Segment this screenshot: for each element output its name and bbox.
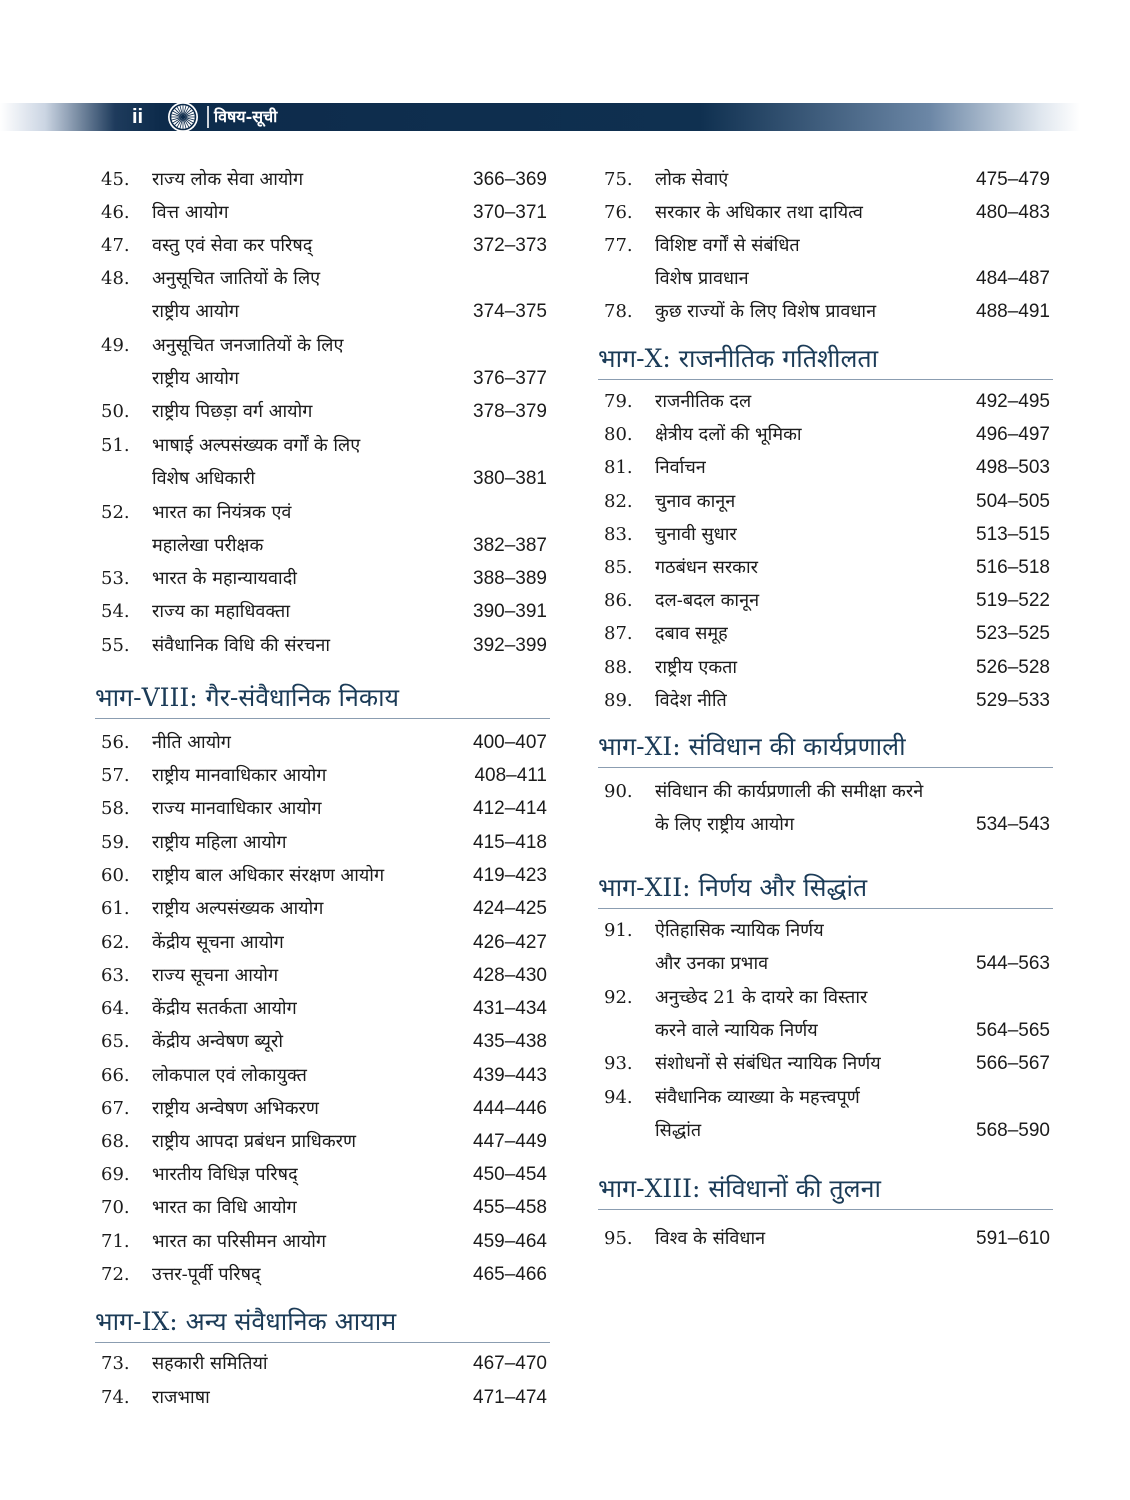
entry-pages: 444–446: [473, 1098, 547, 1119]
entry-number: 52.: [101, 502, 130, 523]
entry-pages: 370–371: [473, 202, 547, 223]
section-heading-xiii: भाग-XIII: संविधानों की तुलना: [598, 1174, 881, 1203]
entry-pages: 376–377: [473, 368, 547, 389]
entry-number: 92.: [604, 987, 633, 1008]
entry-title-line2: राष्ट्रीय आयोग: [152, 301, 239, 322]
entry-pages: 372–373: [473, 235, 547, 256]
entry-pages: 471–474: [473, 1387, 547, 1408]
entry-title-line2: करने वाले न्यायिक निर्णय: [655, 1020, 818, 1041]
toc-entry[interactable]: [95, 496, 555, 562]
entry-title: राष्ट्रीय मानवाधिकार आयोग: [152, 765, 327, 786]
entry-pages: 419–423: [473, 865, 547, 886]
entry-title: राज्य मानवाधिकार आयोग: [152, 798, 322, 819]
entry-title: वित्त आयोग: [152, 202, 229, 223]
entry-number: 74.: [101, 1387, 130, 1408]
entry-pages: 467–470: [473, 1353, 547, 1374]
entry-pages: 374–375: [473, 301, 547, 322]
entry-title: राष्ट्रीय बाल अधिकार संरक्षण आयोग: [152, 865, 385, 886]
entry-number: 51.: [101, 435, 130, 456]
entry-title: भारत के महान्यायवादी: [152, 568, 297, 589]
toc-entry[interactable]: [598, 981, 1058, 1047]
entry-title: गठबंधन सरकार: [655, 557, 759, 578]
entry-title: कुछ राज्यों के लिए विशेष प्रावधान: [655, 301, 877, 322]
entry-number: 50.: [101, 401, 130, 422]
header-title: विषय-सूची: [214, 107, 278, 126]
entry-title: राष्ट्रीय आपदा प्रबंधन प्राधिकरण: [152, 1131, 357, 1152]
entry-number: 88.: [604, 657, 633, 678]
entry-number: 65.: [101, 1031, 130, 1052]
entry-pages: 408–411: [474, 765, 547, 786]
section-rule: [598, 1209, 1053, 1210]
toc-entry[interactable]: [598, 775, 1058, 841]
entry-number: 71.: [101, 1231, 130, 1252]
entry-number: 45.: [101, 169, 130, 190]
entry-number: 72.: [101, 1264, 130, 1285]
entry-pages: 426–427: [473, 932, 547, 953]
section-rule: [95, 718, 550, 719]
entry-title-line2: महालेखा परीक्षक: [152, 535, 264, 556]
entry-number: 46.: [101, 202, 130, 223]
entry-title-line2: राष्ट्रीय आयोग: [152, 368, 239, 389]
entry-number: 64.: [101, 998, 130, 1019]
entry-title: राज्य सूचना आयोग: [152, 965, 279, 986]
entry-number: 82.: [604, 491, 633, 512]
entry-pages: 484–487: [976, 268, 1050, 289]
entry-title: राष्ट्रीय एकता: [655, 657, 738, 678]
entry-pages: 447–449: [473, 1131, 547, 1152]
entry-pages: 516–518: [976, 557, 1050, 578]
section-rule: [95, 1342, 550, 1343]
entry-title: उत्तर-पूर्वी परिषद्: [152, 1264, 261, 1285]
entry-title: विदेश नीति: [655, 690, 727, 711]
entry-pages: 544–563: [976, 953, 1050, 974]
toc-entry[interactable]: [95, 329, 555, 395]
entry-title: संशोधनों से संबंधित न्यायिक निर्णय: [655, 1053, 881, 1074]
entry-title-line2: सिद्धांत: [655, 1120, 702, 1141]
entry-title: सहकारी समितियां: [152, 1353, 268, 1374]
ashoka-chakra-icon: [166, 100, 200, 134]
entry-number: 73.: [101, 1353, 130, 1374]
entry-pages: 566–567: [976, 1053, 1050, 1074]
entry-number: 87.: [604, 623, 633, 644]
page-number: ii: [132, 106, 144, 128]
section-rule: [598, 908, 1053, 909]
entry-pages: 519–522: [976, 590, 1050, 611]
entry-title: सरकार के अधिकार तथा दायित्व: [655, 202, 863, 223]
entry-title: राष्ट्रीय अन्वेषण अभिकरण: [152, 1098, 319, 1119]
toc-entry[interactable]: [598, 914, 1058, 980]
entry-title: दबाव समूह: [655, 623, 728, 644]
entry-title: निर्वाचन: [655, 457, 706, 478]
entry-pages: 504–505: [976, 491, 1050, 512]
entry-number: 95.: [604, 1228, 633, 1249]
entry-pages: 480–483: [976, 202, 1050, 223]
section-rule: [598, 767, 1053, 768]
entry-number: 89.: [604, 690, 633, 711]
entry-title: लोक सेवाएं: [655, 169, 729, 190]
entry-number: 75.: [604, 169, 633, 190]
entry-title-line2: और उनका प्रभाव: [655, 953, 769, 974]
entry-title: भारत का नियंत्रक एवं: [152, 502, 292, 523]
toc-entry[interactable]: [598, 229, 1058, 295]
toc-entry[interactable]: [95, 429, 555, 495]
entry-title: दल-बदल कानून: [655, 590, 760, 611]
entry-pages: 513–515: [976, 524, 1050, 545]
entry-pages: 439–443: [473, 1065, 547, 1086]
entry-title: ऐतिहासिक न्यायिक निर्णय: [655, 920, 824, 941]
entry-title: नीति आयोग: [152, 732, 231, 753]
entry-title: केंद्रीय अन्वेषण ब्यूरो: [152, 1031, 283, 1052]
entry-number: 47.: [101, 235, 130, 256]
entry-number: 67.: [101, 1098, 130, 1119]
entry-pages: 488–491: [976, 301, 1050, 322]
entry-pages: 382–387: [473, 535, 547, 556]
entry-title: चुनाव कानून: [655, 491, 736, 512]
entry-pages: 455–458: [473, 1197, 547, 1218]
entry-number: 59.: [101, 832, 130, 853]
entry-number: 86.: [604, 590, 633, 611]
entry-title: अनुसूचित जनजातियों के लिए: [152, 335, 344, 356]
entry-title: लोकपाल एवं लोकायुक्त: [152, 1065, 307, 1086]
entry-pages: 459–464: [473, 1231, 547, 1252]
entry-pages: 400–407: [473, 732, 547, 753]
entry-number: 94.: [604, 1087, 633, 1108]
entry-pages: 366–369: [473, 169, 547, 190]
entry-pages: 529–533: [976, 690, 1050, 711]
entry-number: 85.: [604, 557, 633, 578]
entry-title: राष्ट्रीय पिछड़ा वर्ग आयोग: [152, 401, 313, 422]
section-heading-xi: भाग-XI: संविधान की कार्यप्रणाली: [598, 732, 906, 761]
entry-pages: 424–425: [473, 898, 547, 919]
entry-number: 69.: [101, 1164, 130, 1185]
entry-pages: 450–454: [473, 1164, 547, 1185]
entry-number: 83.: [604, 524, 633, 545]
entry-title: वस्तु एवं सेवा कर परिषद्: [152, 235, 313, 256]
entry-title: राजभाषा: [152, 1387, 210, 1408]
entry-number: 77.: [604, 235, 633, 256]
section-heading-viii: भाग-VIII: गैर-संवैधानिक निकाय: [95, 683, 400, 712]
entry-pages: 415–418: [473, 832, 547, 853]
entry-pages: 431–434: [473, 998, 547, 1019]
entry-pages: 435–438: [473, 1031, 547, 1052]
entry-pages: 465–466: [473, 1264, 547, 1285]
toc-entry[interactable]: [95, 262, 555, 328]
entry-pages: 498–503: [976, 457, 1050, 478]
entry-number: 60.: [101, 865, 130, 886]
entry-title: राज्य का महाधिवक्ता: [152, 601, 290, 622]
entry-number: 54.: [101, 601, 130, 622]
entry-title: भारत का परिसीमन आयोग: [152, 1231, 327, 1252]
entry-title: राष्ट्रीय महिला आयोग: [152, 832, 287, 853]
entry-number: 91.: [604, 920, 633, 941]
entry-title: अनुसूचित जातियों के लिए: [152, 268, 321, 289]
entry-pages: 496–497: [976, 424, 1050, 445]
entry-title: केंद्रीय सतर्कता आयोग: [152, 998, 297, 1019]
entry-pages: 534–543: [976, 814, 1050, 835]
header-divider: [207, 106, 209, 128]
entry-pages: 564–565: [976, 1020, 1050, 1041]
entry-number: 49.: [101, 335, 130, 356]
section-heading-x: भाग-X: राजनीतिक गतिशीलता: [598, 344, 879, 373]
entry-pages: 380–381: [473, 468, 547, 489]
entry-pages: 591–610: [976, 1228, 1050, 1249]
entry-number: 66.: [101, 1065, 130, 1086]
entry-number: 68.: [101, 1131, 130, 1152]
section-rule: [598, 379, 1053, 380]
entry-pages: 412–414: [473, 798, 547, 819]
entry-number: 63.: [101, 965, 130, 986]
entry-title-line2: विशेष प्रावधान: [655, 268, 749, 289]
entry-title: राज्य लोक सेवा आयोग: [152, 169, 304, 190]
entry-title: राष्ट्रीय अल्पसंख्यक आयोग: [152, 898, 324, 919]
entry-pages: 475–479: [976, 169, 1050, 190]
entry-pages: 568–590: [976, 1120, 1050, 1141]
entry-title: विश्व के संविधान: [655, 1228, 766, 1249]
entry-title: क्षेत्रीय दलों की भूमिका: [655, 424, 802, 445]
entry-number: 70.: [101, 1197, 130, 1218]
entry-number: 48.: [101, 268, 130, 289]
entry-number: 53.: [101, 568, 130, 589]
entry-title: संविधान की कार्यप्रणाली की समीक्षा करने: [655, 781, 924, 802]
entry-number: 90.: [604, 781, 633, 802]
entry-number: 57.: [101, 765, 130, 786]
entry-number: 80.: [604, 424, 633, 445]
entry-number: 93.: [604, 1053, 633, 1074]
entry-title: राजनीतिक दल: [655, 391, 752, 412]
entry-title: भाषाई अल्पसंख्यक वर्गों के लिए: [152, 435, 361, 456]
entry-pages: 428–430: [473, 965, 547, 986]
entry-number: 58.: [101, 798, 130, 819]
entry-title-line2: विशेष अधिकारी: [152, 468, 256, 489]
toc-entry[interactable]: [598, 1081, 1058, 1147]
entry-pages: 390–391: [473, 601, 547, 622]
entry-pages: 378–379: [473, 401, 547, 422]
entry-pages: 392–399: [473, 635, 547, 656]
entry-number: 62.: [101, 932, 130, 953]
entry-title: चुनावी सुधार: [655, 524, 737, 545]
entry-number: 76.: [604, 202, 633, 223]
entry-title: भारतीय विधिज्ञ परिषद्: [152, 1164, 298, 1185]
section-heading-ix: भाग-IX: अन्य संवैधानिक आयाम: [95, 1307, 397, 1336]
entry-title: भारत का विधि आयोग: [152, 1197, 297, 1218]
entry-number: 55.: [101, 635, 130, 656]
entry-number: 56.: [101, 732, 130, 753]
entry-pages: 526–528: [976, 657, 1050, 678]
entry-title: संवैधानिक विधि की संरचना: [152, 635, 331, 656]
entry-pages: 492–495: [976, 391, 1050, 412]
section-heading-xii: भाग-XII: निर्णय और सिद्धांत: [598, 873, 868, 902]
entry-number: 79.: [604, 391, 633, 412]
entry-title: केंद्रीय सूचना आयोग: [152, 932, 284, 953]
entry-number: 61.: [101, 898, 130, 919]
entry-title-line2: के लिए राष्ट्रीय आयोग: [655, 814, 795, 835]
entry-pages: 388–389: [473, 568, 547, 589]
entry-number: 81.: [604, 457, 633, 478]
entry-pages: 523–525: [976, 623, 1050, 644]
entry-title: अनुच्छेद 21 के दायरे का विस्तार: [655, 987, 868, 1008]
entry-title: संवैधानिक व्याख्या के महत्त्वपूर्ण: [655, 1087, 860, 1108]
entry-title: विशिष्ट वर्गों से संबंधित: [655, 235, 800, 256]
entry-number: 78.: [604, 301, 633, 322]
